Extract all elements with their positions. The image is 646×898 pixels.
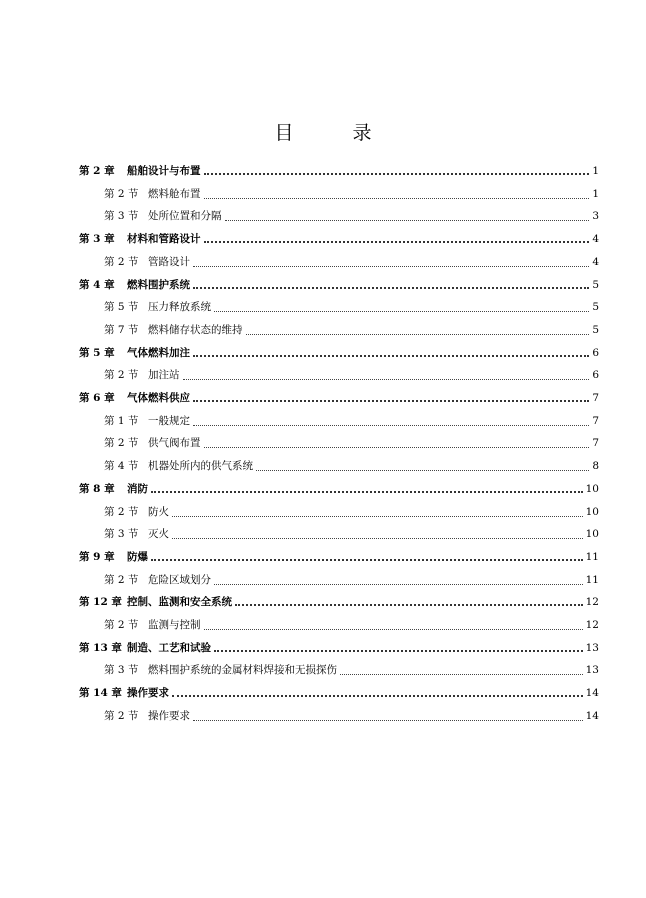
entry-title: 操作要求 [127,687,169,700]
toc-chapter-entry[interactable] [79,387,599,405]
entry-page-number: 13 [585,641,599,654]
entry-page-number: 4 [592,255,599,268]
dot-leader [193,287,589,289]
toc-chapter-entry[interactable] [79,342,599,360]
entry-page-number: 5 [592,323,599,336]
entry-number: 第 3 节 [104,664,139,677]
dot-leader [151,491,583,493]
entry-number: 第 12 章 [79,596,122,609]
entry-number: 第 2 节 [104,255,139,268]
entry-title: 燃料围护系统 [127,278,190,291]
toc-chapter-entry[interactable] [79,637,599,655]
toc-section-entry[interactable] [104,659,599,677]
toc-chapter-entry[interactable] [79,228,599,246]
entry-number: 第 2 节 [104,187,139,200]
entry-title: 燃料围护系统的金属材料焊接和无损探伤 [148,664,337,677]
dot-leader [225,220,590,221]
dot-leader [193,400,589,402]
entry-number: 第 7 节 [104,323,139,336]
dot-leader [193,266,589,267]
entry-title: 操作要求 [148,709,190,722]
entry-number: 第 4 节 [104,460,139,473]
entry-page-number: 14 [585,709,599,722]
entry-page-number: 14 [585,687,599,700]
entry-number: 第 4 章 [79,278,115,291]
entry-title: 机器处所内的供气系统 [148,460,253,473]
entry-title: 消防 [127,482,148,495]
toc-chapter-entry[interactable] [79,546,599,564]
entry-title: 处所位置和分隔 [148,210,222,223]
toc-chapter-entry[interactable] [79,160,599,178]
dot-leader [204,629,583,630]
dot-leader [204,447,590,448]
entry-title: 灭火 [148,528,169,541]
entry-title: 制造、工艺和试验 [127,641,211,654]
dot-leader [193,425,589,426]
dot-leader [193,355,589,357]
entry-page-number: 10 [585,482,599,495]
dot-leader [151,559,583,561]
toc-section-entry[interactable] [104,251,599,269]
entry-title: 气体燃料加注 [127,346,190,359]
entry-number: 第 1 节 [104,414,139,427]
entry-page-number: 5 [592,301,599,314]
entry-page-number: 5 [592,278,599,291]
dot-leader [214,584,583,585]
entry-title: 材料和管路设计 [127,233,201,246]
entry-number: 第 14 章 [79,687,122,700]
entry-title: 防爆 [127,550,148,563]
entry-page-number: 3 [592,210,599,223]
dot-leader [172,695,583,697]
toc-section-entry[interactable] [104,569,599,587]
entry-page-number: 6 [592,346,599,359]
entry-page-number: 1 [592,165,599,177]
entry-page-number: 11 [585,550,599,563]
dot-leader [183,379,590,380]
dot-leader [204,173,590,175]
dot-leader [340,674,583,675]
dot-leader [204,198,590,199]
entry-title: 管路设计 [148,255,190,268]
toc-section-entry[interactable] [104,183,599,201]
entry-number: 第 5 节 [104,301,139,314]
entry-title: 控制、监测和安全系统 [127,596,232,609]
dot-leader [204,241,590,243]
entry-page-number: 7 [592,437,599,450]
entry-number: 第 2 节 [104,619,139,631]
toc-section-entry[interactable] [104,455,599,473]
dot-leader [214,650,583,652]
entry-page-number: 10 [585,528,599,541]
entry-page-number: 7 [592,392,599,404]
entry-title: 供气阀布置 [148,437,201,450]
entry-title: 燃料舱布置 [148,187,201,200]
toc-title: 目 录 [274,122,392,144]
entry-title: 防火 [148,505,169,518]
entry-page-number: 4 [592,233,599,246]
entry-page-number: 10 [585,505,599,518]
entry-page-number: 12 [585,619,599,631]
toc-section-entry[interactable] [104,319,599,337]
toc-section-entry[interactable] [104,205,599,223]
toc-section-entry[interactable] [104,432,599,450]
entry-page-number: 7 [592,414,599,427]
entry-page-number: 12 [585,596,599,609]
entry-page-number: 8 [592,460,599,473]
dot-leader [172,538,583,539]
entry-number: 第 3 节 [104,528,139,541]
entry-number: 第 2 节 [104,437,139,450]
entry-title: 压力释放系统 [148,301,211,314]
toc-chapter-entry[interactable] [79,682,599,700]
toc-section-entry[interactable] [104,614,599,632]
entry-number: 第 3 章 [79,233,115,246]
entry-number: 第 13 章 [79,641,122,654]
toc-section-entry[interactable] [104,705,599,723]
entry-number: 第 9 章 [79,550,115,563]
entry-number: 第 2 章 [79,165,115,177]
toc-chapter-entry[interactable] [79,591,599,609]
entry-number: 第 2 节 [104,369,139,382]
dot-leader [214,311,589,312]
entry-title: 燃料储存状态的维持 [148,323,243,336]
dot-leader [256,470,589,471]
dot-leader [246,334,590,335]
toc-chapter-entry[interactable] [79,478,599,496]
entry-title: 一般规定 [148,414,190,427]
entry-number: 第 2 节 [104,709,139,722]
entry-number: 第 3 节 [104,210,139,223]
entry-number: 第 2 节 [104,505,139,518]
entry-title: 船舶设计与布置 [127,165,201,177]
entry-page-number: 11 [585,573,599,586]
entry-page-number: 1 [592,187,599,200]
entry-number: 第 6 章 [79,392,115,404]
toc-section-entry[interactable] [104,364,599,382]
entry-number: 第 2 节 [104,573,139,586]
entry-title: 危险区域划分 [148,573,211,586]
entry-page-number: 13 [585,664,599,677]
entry-number: 第 5 章 [79,346,115,359]
toc-section-entry[interactable] [104,296,599,314]
toc-section-entry[interactable] [104,501,599,519]
dot-leader [235,604,583,606]
dot-leader [172,516,583,517]
entry-page-number: 6 [592,369,599,382]
entry-title: 气体燃料供应 [127,392,190,404]
dot-leader [193,720,583,721]
entry-number: 第 8 章 [79,482,115,495]
toc-section-entry[interactable] [104,523,599,541]
entry-title: 监测与控制 [148,619,201,631]
toc-section-entry[interactable] [104,410,599,428]
toc-chapter-entry[interactable] [79,274,599,292]
entry-title: 加注站 [148,369,180,382]
